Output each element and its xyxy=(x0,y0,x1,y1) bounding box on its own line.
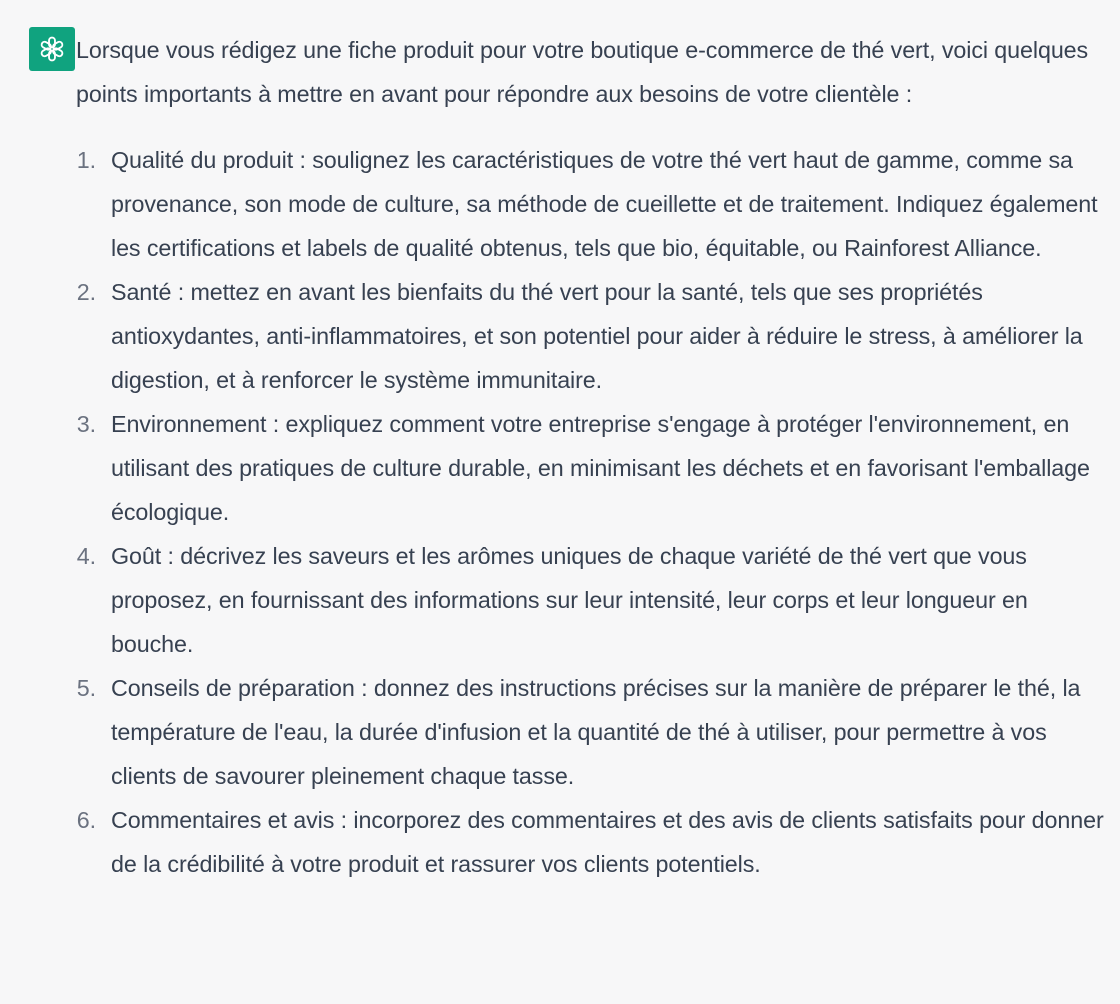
list-item-number: 6. xyxy=(76,807,96,833)
message-intro: Lorsque vous rédigez une fiche produit pour votre boutique e-commerce de thé vert, voici quelques points importants à mettre en avant pour répondre aux besoins de votre clientèle : xyxy=(76,37,1089,107)
list-item-text: Goût : décrivez les saveurs et les arômes uniques de chaque variété de thé vert que vous proposez, en fournissant des informations sur leur intensité, leur corps et leur longueur en bouche. xyxy=(111,543,1028,657)
list-item-number: 1. xyxy=(76,147,96,173)
list-item-text: Qualité du produit : soulignez les caractéristiques de votre thé vert haut de gamme, comme sa provenance, son mode de culture, sa méthode de cueillette et de traitement. Indiquez également les certifications et labels de qualité obtenus, tels que bio, équitable, ou Rainforest Alliance. xyxy=(111,147,1098,261)
list-item-number: 5. xyxy=(76,675,96,701)
list-item xyxy=(76,138,1112,270)
openai-logo-icon xyxy=(35,32,69,66)
list-item-text: Conseils de préparation : donnez des instructions précises sur la manière de préparer le thé, la température de l'eau, la durée d'infusion et la quantité de thé à utiliser, pour permettre à vos clients de savourer pleinement chaque tasse. xyxy=(111,675,1081,789)
list-item-text: Commentaires et avis : incorporez des commentaires et des avis de clients satisfaits pour donner de la crédibilité à votre produit et rassurer vos clients potentiels. xyxy=(111,807,1104,877)
list-item-text: Santé : mettez en avant les bienfaits du thé vert pour la santé, tels que ses propriétés antioxydantes, anti-inflammatoires, et son potentiel pour aider à réduire le stress, à améliorer la digestion, et à renforcer le système immunitaire. xyxy=(111,279,1083,393)
list-item xyxy=(76,270,1112,402)
list-item xyxy=(76,666,1112,798)
message-content xyxy=(76,28,1112,886)
list-item xyxy=(76,534,1112,666)
list-item-number: 3. xyxy=(76,411,96,437)
list-item-number: 2. xyxy=(76,279,96,305)
list-item-text: Environnement : expliquez comment votre entreprise s'engage à protéger l'environnement, en utilisant des pratiques de culture durable, en minimisant les déchets et en favorisant l'emballage écologique. xyxy=(111,411,1090,525)
list-item xyxy=(76,798,1112,886)
list-item-number: 4. xyxy=(76,543,96,569)
points-list xyxy=(76,138,1112,886)
list-item xyxy=(76,402,1112,534)
assistant-avatar xyxy=(29,27,75,71)
